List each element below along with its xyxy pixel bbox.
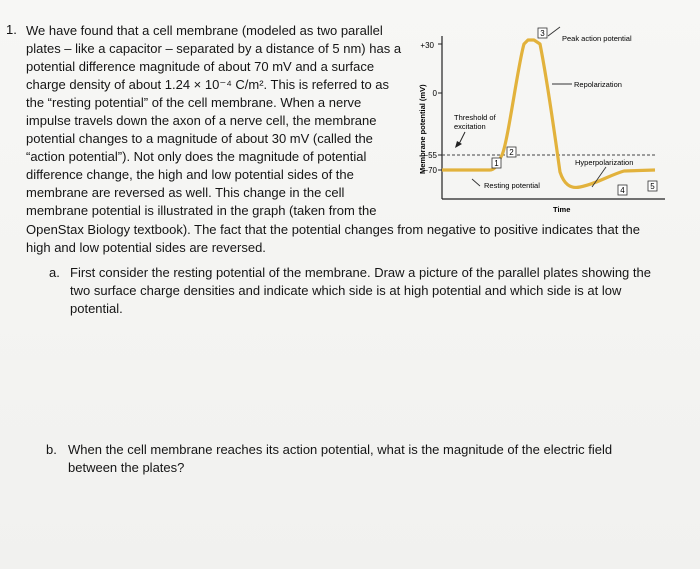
part-a-line-1: First consider the resting potential of the membrane. Draw a picture of the parallel plates showing the [70, 265, 651, 280]
svg-text:4: 4 [620, 186, 625, 195]
x-axis-label: Time [553, 205, 571, 214]
question-line-5: the “resting potential” of the cell membrane. When a nerve [26, 95, 362, 110]
tick-minus70: −70 [423, 166, 437, 175]
action-potential-graph [410, 24, 672, 224]
part-a-label: a. [49, 265, 60, 280]
label-repolarization: Repolarization [574, 80, 622, 89]
marker-5 [648, 181, 657, 191]
question-line-8: “action potential”). Not only does the magnitude of potential [26, 149, 367, 164]
y-axis-label: Membrane potential (mV) [418, 84, 427, 174]
label-hyperpolarization: Hyperpolarization [575, 158, 634, 167]
question-line-1: We have found that a cell membrane (modeled as two parallel [26, 23, 383, 38]
part-a-line-3: potential. [70, 301, 123, 316]
marker-4 [618, 185, 627, 195]
tick-zero: 0 [432, 89, 437, 98]
svg-text:2: 2 [509, 148, 514, 157]
svg-text:5: 5 [650, 182, 655, 191]
question-line-3: potential difference magnitude of about 70 mV and a surface [26, 59, 375, 74]
part-b-line-1: When the cell membrane reaches its action potential, what is the magnitude of the electric field [68, 442, 613, 457]
question-line-6: impulse travels down the axon of a nerve cell, the membrane [26, 113, 377, 128]
question-line-13: high and low potential sides are reversed. [26, 240, 266, 255]
marker-2 [507, 147, 516, 157]
tick-minus55: −55 [423, 151, 437, 160]
question-number: 1. [6, 22, 17, 37]
svg-text:1: 1 [494, 159, 499, 168]
question-line-7: potential changes to a magnitude of about 30 mV (called the [26, 131, 373, 146]
label-resting: Resting potential [484, 181, 540, 190]
tick-plus30: +30 [420, 41, 434, 50]
marker-1 [492, 158, 501, 168]
label-threshold-2: excitation [454, 122, 486, 131]
question-line-11: membrane potential is illustrated in the graph (taken from the [26, 203, 377, 218]
svg-text:3: 3 [540, 29, 545, 38]
part-b-label: b. [46, 442, 57, 457]
label-peak: Peak action potential [562, 34, 632, 43]
question-line-2: plates – like a capacitor – separated by a distance of 5 nm) has a [26, 41, 402, 56]
label-threshold-1: Threshold of [454, 113, 496, 122]
part-a-line-2: two surface charge densities and indicate which side is at high potential and which side is at low [70, 283, 622, 298]
part-b-line-2: between the plates? [68, 460, 185, 475]
question-line-9: difference change, the high and low potential sides of the [26, 167, 354, 182]
question-line-4: charge density of about 1.24 × 10⁻⁴ C/m². This is referred to as [26, 77, 390, 92]
question-line-10: membrane are reversed as well. This change in the cell [26, 185, 345, 200]
question-line-12: OpenStax Biology textbook). The fact that the potential changes from negative to positive indicates that the [26, 222, 641, 237]
marker-3 [538, 28, 547, 38]
